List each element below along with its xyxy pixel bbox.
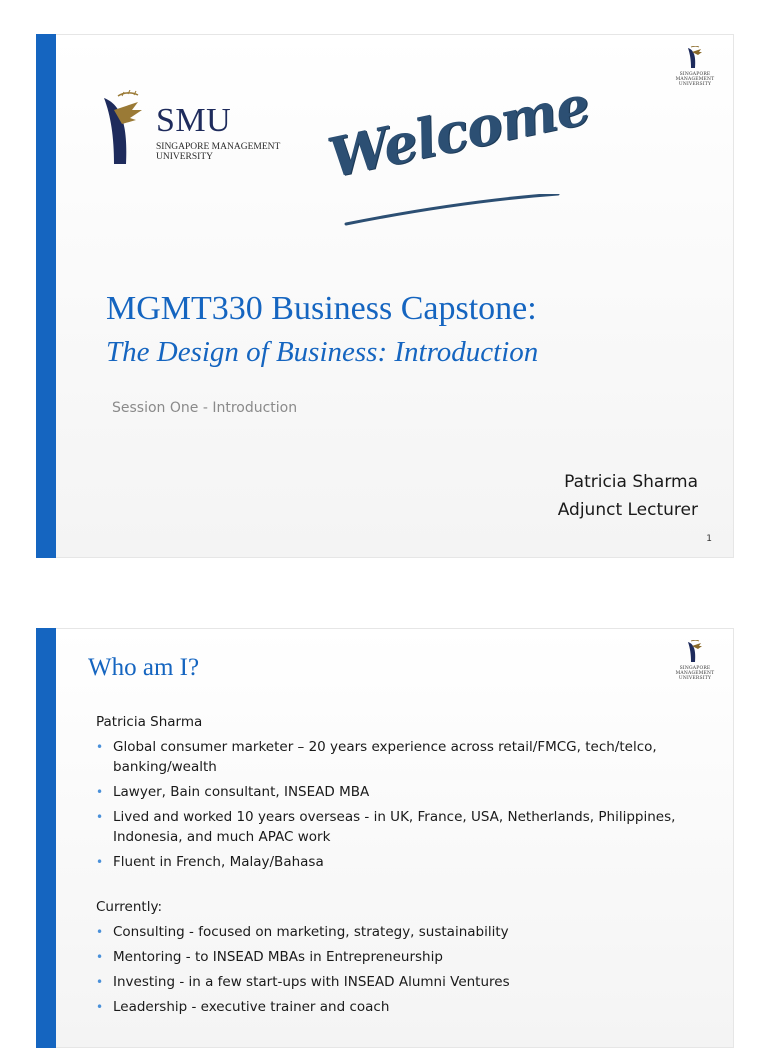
bullet-list [96, 737, 726, 872]
corner-crest-logo [670, 46, 720, 87]
session-label: Session One - Introduction [112, 400, 298, 416]
section-heading: Patricia Sharma [96, 714, 203, 730]
list-item: • Lived and worked 10 years overseas - in UK, France, USA, Netherlands, Philippines, Indonesia, and much APAC work [96, 809, 676, 845]
smu-crest-icon [686, 640, 704, 664]
bullet-icon: • [96, 1000, 104, 1014]
slide-subtitle: The Design of Business: Introduction [106, 336, 539, 368]
bullet-icon: • [96, 975, 104, 989]
bullet-icon: • [96, 950, 104, 964]
list-item: • Global consumer marketer – 20 years experience across retail/FMCG, tech/telco, banking/wealth [96, 739, 657, 775]
slide-title: Who am I? [88, 654, 200, 681]
corner-crest-text: SINGAPORE MANAGEMENT UNIVERSITY [675, 666, 715, 681]
presenter-block [558, 468, 698, 524]
slide-number: 1 [706, 534, 712, 544]
list-item: • Leadership - executive trainer and coach [96, 999, 390, 1015]
bullet-icon: • [96, 810, 104, 824]
list-item: • Mentoring - to INSEAD MBAs in Entrepreneurship [96, 949, 443, 965]
bullet-icon: • [96, 785, 104, 799]
slide-body [96, 712, 726, 1022]
slide-title: MGMT330 Business Capstone: [106, 290, 537, 327]
slide-2 [36, 628, 734, 1048]
welcome-art: Welcome [322, 72, 595, 190]
welcome-swash [336, 194, 566, 234]
slide-1 [36, 34, 734, 558]
presenter-role: Adjunct Lecturer [557, 500, 698, 520]
list-item: • Investing - in a few start-ups with INSEAD Alumni Ventures [96, 974, 510, 990]
smu-subline: SINGAPORE MANAGEMENT UNIVERSITY [156, 142, 281, 162]
list-item: • Fluent in French, Malay/Bahasa [96, 854, 324, 870]
section-heading: Currently: [96, 899, 163, 915]
bullet-icon: • [96, 740, 104, 754]
corner-crest-logo [670, 640, 720, 681]
list-item: • Lawyer, Bain consultant, INSEAD MBA [96, 784, 370, 800]
presenter-name: Patricia Sharma [564, 472, 698, 492]
corner-crest-text: SINGAPORE MANAGEMENT UNIVERSITY [675, 72, 715, 87]
bullet-icon: • [96, 855, 104, 869]
smu-crest-icon [100, 90, 148, 168]
smu-logo [100, 84, 310, 174]
list-item: • Consulting - focused on marketing, strategy, sustainability [96, 924, 509, 940]
accent-bar [36, 628, 56, 1048]
smu-crest-icon [686, 46, 704, 70]
accent-bar [36, 34, 56, 558]
bullet-list [96, 922, 726, 1017]
smu-wordmark: SMU [156, 102, 232, 139]
bullet-icon: • [96, 925, 104, 939]
